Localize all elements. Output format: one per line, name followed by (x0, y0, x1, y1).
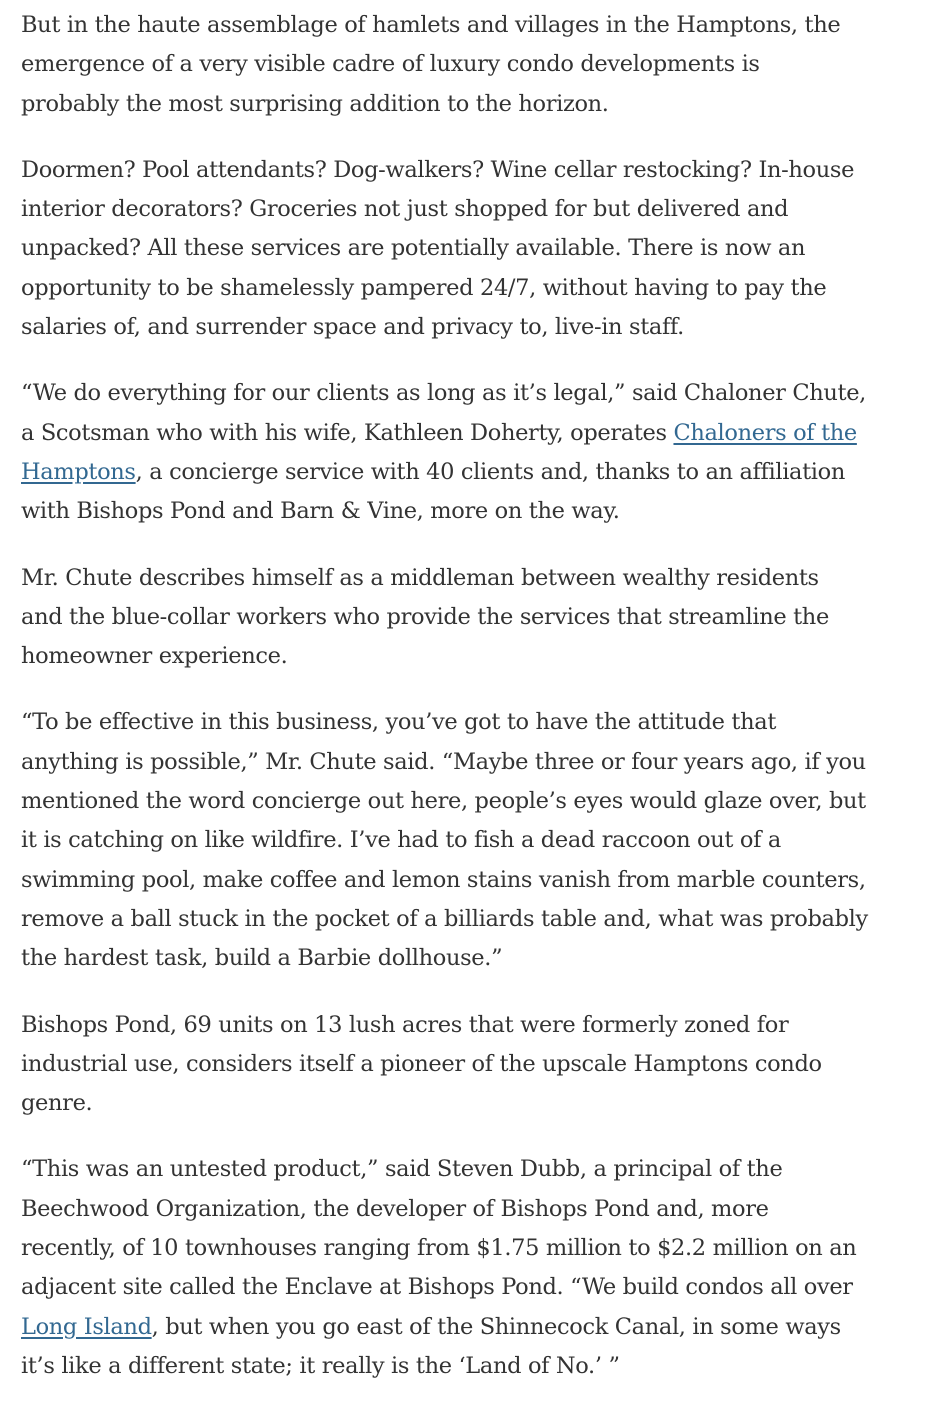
text-segment: with Bishops Pond and Barn & Vine, more on the way. (21, 498, 620, 525)
paragraph (21, 6, 931, 124)
inline-link[interactable]: Chaloners of the (673, 419, 857, 446)
text-line (21, 939, 931, 978)
text-line (21, 85, 931, 124)
text-line (21, 1308, 931, 1347)
text-segment: , a concierge service with 40 clients and, thanks to an affiliation (135, 458, 845, 485)
text-line (21, 821, 931, 860)
text-line (21, 492, 931, 531)
text-segment: it is catching on like wildfire. I’ve had to fish a dead raccoon out of a (21, 827, 781, 854)
text-segment: the hardest task, build a Barbie dollhouse.” (21, 945, 503, 972)
text-line (21, 151, 931, 190)
text-segment: industrial use, considers itself a pioneer of the upscale Hamptons condo (21, 1050, 822, 1077)
paragraph (21, 374, 931, 531)
text-line (21, 1045, 931, 1084)
text-segment: remove a ball stuck in the pocket of a billiards table and, what was probably (21, 905, 868, 932)
text-line (21, 229, 931, 268)
inline-link[interactable]: Hamptons (21, 458, 136, 485)
text-segment: probably the most surprising addition to the horizon. (21, 90, 609, 117)
text-segment: Mr. Chute describes himself as a middleman between wealthy residents (21, 564, 819, 591)
text-line (21, 190, 931, 229)
paragraph (21, 559, 931, 677)
text-line (21, 637, 931, 676)
text-line (21, 374, 931, 413)
text-segment: But in the haute assemblage of hamlets and villages in the Hamptons, the (21, 12, 841, 38)
text-segment: “To be effective in this business, you’ve got to have the attitude that (21, 709, 777, 736)
text-line (21, 861, 931, 900)
paragraph (21, 151, 931, 347)
text-segment: Bishops Pond, 69 units on 13 lush acres that were formerly zoned for (21, 1011, 789, 1038)
text-segment: mentioned the word concierge out here, people’s eyes would glaze over, but (21, 788, 866, 815)
text-line (21, 703, 931, 742)
text-line (21, 45, 931, 84)
text-line (21, 414, 931, 453)
text-segment: salaries of, and surrender space and privacy to, live-in staff. (21, 314, 684, 341)
text-line (21, 6, 931, 45)
text-segment: Beechwood Organization, the developer of Bishops Pond and, more (21, 1195, 769, 1222)
text-segment: it’s like a different state; it really is the ‘Land of No.’ ” (21, 1352, 620, 1379)
inline-link[interactable]: Long Island (21, 1313, 152, 1340)
text-line (21, 900, 931, 939)
text-segment: a Scotsman who with his wife, Kathleen Doherty, operates (21, 419, 674, 446)
text-segment: , but when you go east of the Shinnecock Canal, in some ways (151, 1313, 841, 1340)
text-segment: adjacent site called the Enclave at Bishops Pond. “We build condos all over (21, 1274, 853, 1301)
text-line (21, 453, 931, 492)
text-segment: Doormen? Pool attendants? Dog-walkers? Wine cellar restocking? In-house (21, 156, 855, 183)
paragraph (21, 1006, 931, 1124)
text-line (21, 1190, 931, 1229)
text-segment: opportunity to be shamelessly pampered 24/7, without having to pay the (21, 274, 827, 301)
text-segment: “We do everything for our clients as long as it’s legal,” said Chaloner Chute, (21, 380, 866, 407)
text-line (21, 598, 931, 637)
text-line (21, 1229, 931, 1268)
text-line (21, 559, 931, 598)
text-segment: homeowner experience. (21, 643, 288, 670)
paragraph (21, 703, 931, 978)
text-line (21, 1150, 931, 1189)
text-segment: anything is possible,” Mr. Chute said. “Maybe three or four years ago, if you (21, 748, 866, 775)
text-line (21, 1084, 931, 1123)
text-line (21, 269, 931, 308)
text-segment: swimming pool, make coffee and lemon stains vanish from marble counters, (21, 866, 866, 893)
text-line (21, 308, 931, 347)
paragraph (21, 1150, 931, 1386)
text-segment: genre. (21, 1090, 93, 1117)
text-line (21, 782, 931, 821)
text-line (21, 743, 931, 782)
text-segment: “This was an untested product,” said Steven Dubb, a principal of the (21, 1156, 783, 1183)
text-segment: recently, of 10 townhouses ranging from $1.75 million to $2.2 million on an (21, 1235, 857, 1262)
text-segment: unpacked? All these services are potentially available. There is now an (21, 235, 806, 262)
text-line (21, 1006, 931, 1045)
text-segment: and the blue-collar workers who provide the services that streamline the (21, 603, 829, 630)
text-line (21, 1347, 931, 1386)
text-segment: interior decorators? Groceries not just shopped for but delivered and (21, 196, 789, 223)
text-line (21, 1268, 931, 1307)
text-segment: emergence of a very visible cadre of luxury condo developments is (21, 51, 760, 78)
